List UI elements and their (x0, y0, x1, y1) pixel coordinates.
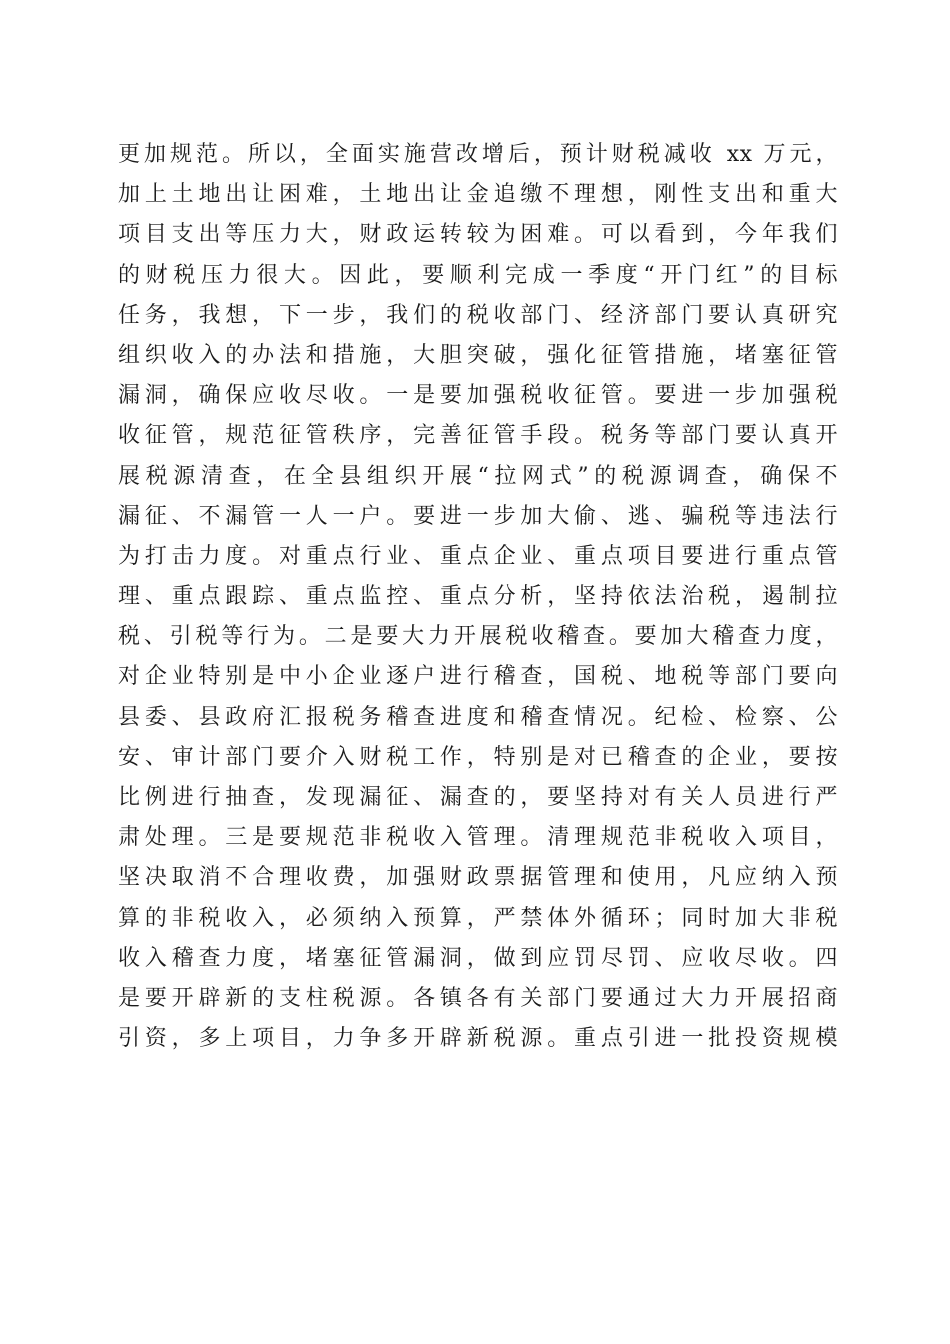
text-line: 为打击力度。对重点行业、重点企业、重点项目要进行重点管 (118, 543, 838, 569)
text-line: 漏洞，确保应收尽收。一是要加强税收征管。要进一步加强税 (118, 383, 838, 409)
text-line: 安、审计部门要介入财税工作，特别是对已稽查的企业，要按 (118, 744, 838, 770)
text-line: 坚决取消不合理收费，加强财政票据管理和使用，凡应纳入预 (118, 865, 838, 891)
text-line: 理、重点跟踪、重点监控、重点分析，坚持依法治税，遏制拉 (118, 584, 838, 610)
text-line: 税、引税等行为。二是要大力开展税收稽查。要加大稽查力度， (118, 624, 838, 650)
text-line: 对企业特别是中小企业逐户进行稽查，国税、地税等部门要向 (118, 664, 838, 690)
text-line: 的财税压力很大。因此，要顺利完成一季度“开门红”的目标 (118, 262, 838, 288)
text-line: 组织收入的办法和措施，大胆突破，强化征管措施，堵塞征管 (118, 342, 838, 368)
text-line: 收征管，规范征管秩序，完善征管手段。税务等部门要认真开 (118, 423, 838, 449)
text-line: 漏征、不漏管一人一户。要进一步加大偷、逃、骗税等违法行 (118, 503, 838, 529)
text-line: 收入稽查力度，堵塞征管漏洞，做到应罚尽罚、应收尽收。四 (118, 945, 838, 971)
body-text (118, 135, 838, 1059)
text-line: 任务，我想，下一步，我们的税收部门、经济部门要认真研究 (118, 302, 838, 328)
text-line: 是要开辟新的支柱税源。各镇各有关部门要通过大力开展招商 (118, 985, 838, 1011)
text-line: 加上土地出让困难，土地出让金追缴不理想，刚性支出和重大 (118, 182, 838, 208)
text-line: 比例进行抽查，发现漏征、漏查的，要坚持对有关人员进行严 (118, 785, 838, 810)
text-line: 展税源清查，在全县组织开展“拉网式”的税源调查，确保不 (118, 463, 838, 489)
text-line: 项目支出等压力大，财政运转较为困难。可以看到，今年我们 (118, 222, 838, 248)
text-line: 更加规范。所以，全面实施营改增后，预计财税减收 xx 万元， (118, 142, 838, 167)
text-line: 县委、县政府汇报税务稽查进度和稽查情况。纪检、检察、公 (118, 704, 838, 730)
text-line: 算的非税收入，必须纳入预算，严禁体外循环；同时加大非税 (118, 905, 838, 931)
text-line: 肃处理。三是要规范非税收入管理。清理规范非税收入项目， (118, 825, 838, 851)
text-line: 引资，多上项目，力争多开辟新税源。重点引进一批投资规模 (118, 1026, 838, 1052)
